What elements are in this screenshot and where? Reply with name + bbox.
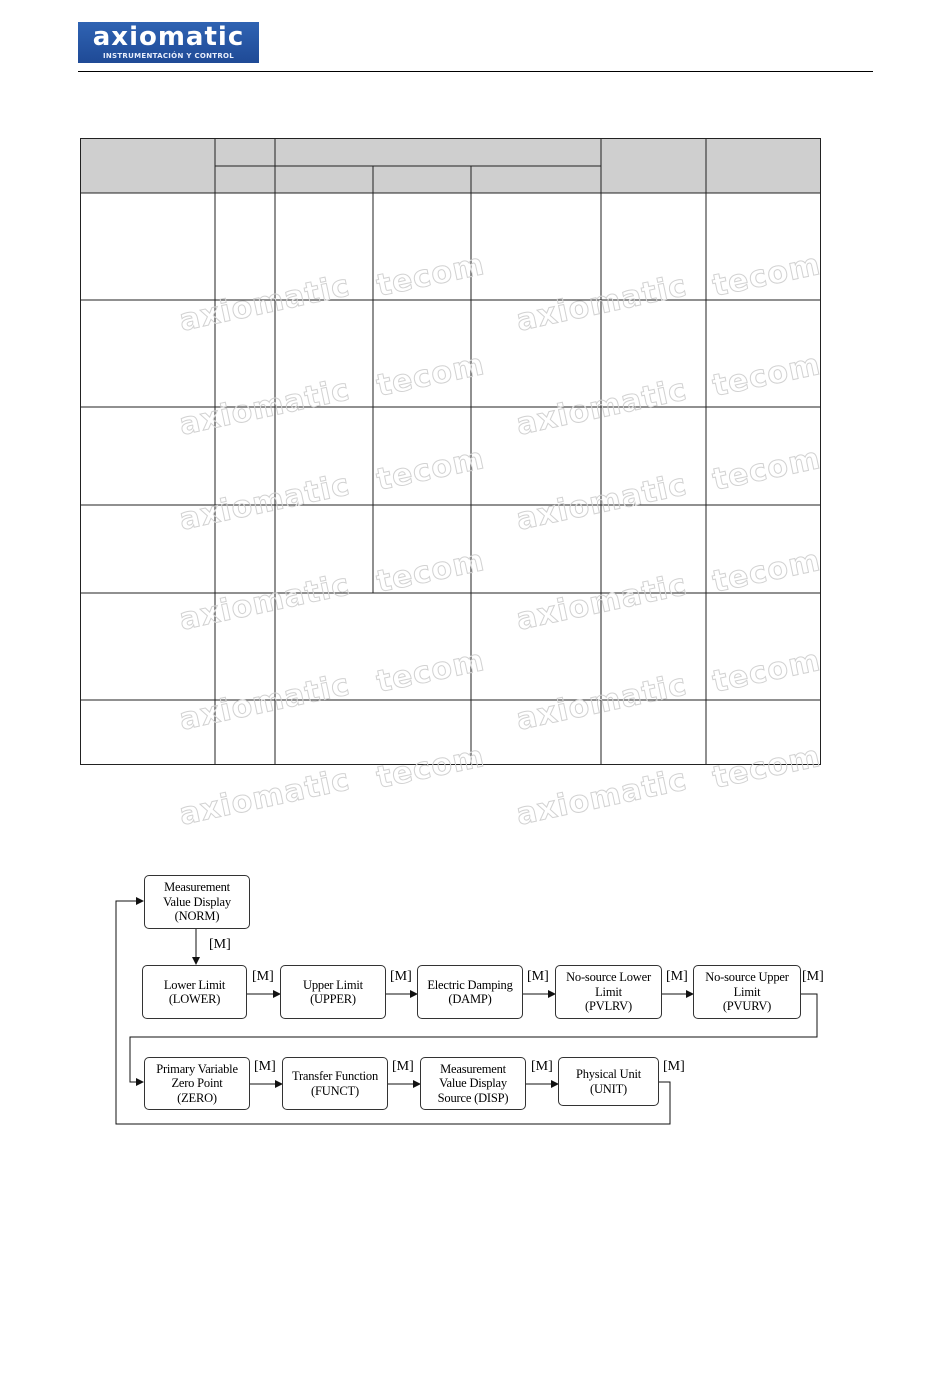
watermark-brand: axiomatic — [513, 467, 691, 538]
flow-node-lower: Lower Limit (LOWER) — [142, 965, 247, 1019]
menu-key-label: [M] — [252, 969, 274, 984]
menu-key-label: [M] — [802, 969, 824, 984]
watermark-brand: axiomatic — [513, 268, 691, 339]
watermark-product: tecom — [709, 347, 824, 404]
flow-node-zero: Primary Variable Zero Point (ZERO) — [144, 1057, 250, 1110]
watermark-brand: axiomatic — [176, 467, 354, 538]
flow-node-pvurv: No-source Upper Limit (PVURV) — [693, 965, 801, 1019]
watermark-brand: axiomatic — [513, 372, 691, 443]
flow-node-pvlrv: No-source Lower Limit (PVLRV) — [555, 965, 662, 1019]
menu-key-label: [M] — [531, 1059, 553, 1074]
menu-key-label: [M] — [527, 969, 549, 984]
watermark-brand: axiomatic — [513, 567, 691, 638]
menu-key-label: [M] — [666, 969, 688, 984]
menu-key-label: [M] — [392, 1059, 414, 1074]
watermark-product: tecom — [373, 247, 488, 304]
flow-node-norm: Measurement Value Display (NORM) — [144, 875, 250, 929]
flow-node-damp: Electric Damping (DAMP) — [417, 965, 523, 1019]
watermark-product: tecom — [709, 441, 824, 498]
logo-subtitle: INSTRUMENTACIÓN Y CONTROL — [102, 52, 235, 60]
watermark-brand: axiomatic — [176, 268, 354, 339]
watermark-product: tecom — [373, 347, 488, 404]
flow-node-unit: Physical Unit (UNIT) — [558, 1057, 659, 1106]
watermark-product: tecom — [709, 739, 824, 796]
menu-key-label: [M] — [663, 1059, 685, 1074]
watermark-product: tecom — [373, 441, 488, 498]
watermark-brand: axiomatic — [513, 667, 691, 738]
menu-key-label: [M] — [254, 1059, 276, 1074]
watermark-product: tecom — [709, 247, 824, 304]
flow-node-funct: Transfer Function (FUNCT) — [282, 1057, 388, 1110]
watermark-brand: axiomatic — [176, 372, 354, 443]
watermark-brand: axiomatic — [513, 762, 691, 833]
logo-wordmark: axiomatic — [92, 22, 245, 52]
watermark-brand: axiomatic — [176, 667, 354, 738]
watermark-brand: axiomatic — [176, 567, 354, 638]
watermark-product: tecom — [709, 643, 824, 700]
watermark-product: tecom — [373, 643, 488, 700]
watermark-brand: axiomatic — [176, 762, 354, 833]
menu-key-label: [M] — [390, 969, 412, 984]
flow-node-disp: Measurement Value Display Source (DISP) — [420, 1057, 526, 1110]
flow-node-upper: Upper Limit (UPPER) — [280, 965, 386, 1019]
menu-key-label: [M] — [209, 937, 231, 952]
watermark-product: tecom — [373, 543, 488, 600]
watermark-product: tecom — [373, 739, 488, 796]
watermark-product: tecom — [709, 543, 824, 600]
